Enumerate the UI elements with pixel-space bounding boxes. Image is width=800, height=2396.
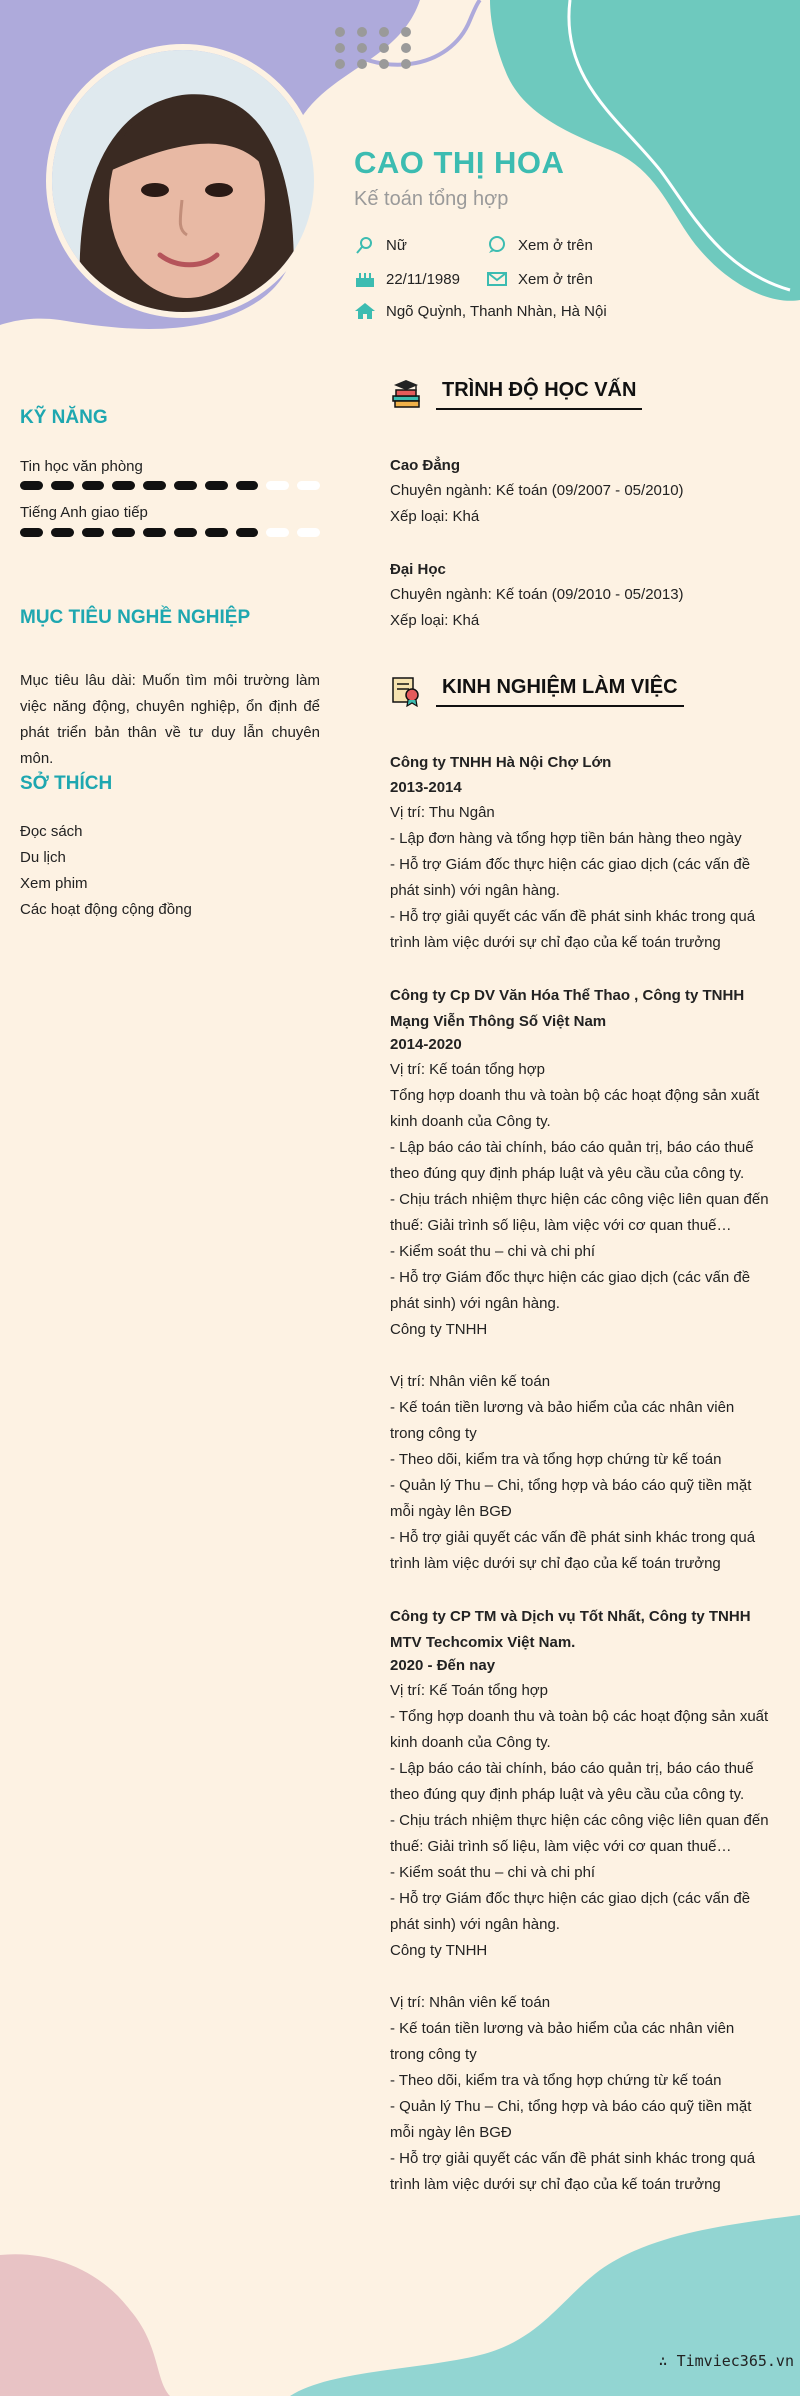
logo-dots-icon: ∴ xyxy=(658,2352,677,2370)
watermark xyxy=(659,2352,794,2370)
experience-heading: KINH NGHIỆM LÀM VIỆC xyxy=(436,676,684,707)
gender-value: Nữ xyxy=(386,236,407,254)
hobby-item: Các hoạt động cộng đồng xyxy=(20,901,192,918)
avatar-photo xyxy=(52,50,314,312)
skills-heading: KỸ NĂNG xyxy=(20,407,108,428)
gender-icon xyxy=(354,236,376,254)
briefcase-certificate-icon xyxy=(390,675,422,707)
skill-level-segment xyxy=(143,528,166,537)
skill-label: Tiếng Anh giao tiếp xyxy=(20,504,148,521)
phone-icon xyxy=(486,236,508,254)
experience-section-header xyxy=(390,675,684,707)
skill-level-segment xyxy=(297,481,320,490)
phone-row xyxy=(486,236,593,254)
job-details: Vị trí: Kế toán tổng hợp Tổng hợp doanh thu và toàn bộ các hoạt động sản xuất kinh doanh của Công ty. - Lập báo cáo tài chính, báo cáo quản trị, báo cáo thuế theo đúng quy định pháp luật và yêu cầu của công ty. - Chịu trách nhiệm thực hiện các công việc liên quan đến thuế: Giải trình số liệu, làm việc với cơ quan thuế… - Kiểm soát thu – chi và chi phí - Hỗ trợ Giám đốc thực hiện các giao dịch (các vấn đề phát sinh) với ngân hàng. Công ty TNHH Vị trí: Nhân viên kế toán - Kế toán tiền lương và bảo hiểm của các nhân viên trong công ty - Theo dõi, kiểm tra và tổng hợp chứng từ kế toán - Quản lý Thu – Chi, tổng hợp và báo cáo quỹ tiền mặt mỗi ngày lên BGĐ - Hỗ trợ giải quyết các vấn đề phát sinh khác trong quá trình làm việc dưới sự chỉ đạo của kế toán trưởng xyxy=(390,1061,769,1572)
address-row xyxy=(354,302,607,320)
job-company: Công ty Cp DV Văn Hóa Thể Thao , Công ty TNHH Mạng Viễn Thông Số Việt Nam xyxy=(390,987,745,1030)
education-grade: Xếp loại: Khá xyxy=(390,612,480,629)
skill-level-segment xyxy=(266,481,289,490)
skill-level-segment xyxy=(82,481,105,490)
education-school: Cao Đẳng xyxy=(390,457,461,474)
hobby-item: Xem phim xyxy=(20,875,88,892)
skill-level-segment xyxy=(236,481,259,490)
email-value[interactable]: Xem ở trên xyxy=(518,270,593,288)
skill-level-segment xyxy=(174,528,197,537)
job-details: Vị trí: Kế Toán tổng hợp - Tổng hợp doanh thu và toàn bộ các hoạt động sản xuất kinh doanh của Công ty. - Lập báo cáo tài chính, báo cáo quản trị, báo cáo thuế theo đúng quy định pháp luật và yêu cầu của công ty. - Chịu trách nhiệm thực hiện các công việc liên quan đến thuế: Giải trình số liệu, làm việc với cơ quan thuế… - Kiểm soát thu – chi và chi phí - Hỗ trợ Giám đốc thực hiện các giao dịch (các vấn đề phát sinh) với ngân hàng. Công ty TNHH Vị trí: Nhân viên kế toán - Kế toán tiền lương và bảo hiểm của các nhân viên trong công ty - Theo dõi, kiểm tra và tổng hợp chứng từ kế toán - Quản lý Thu – Chi, tổng hợp và báo cáo quỹ tiền mặt mỗi ngày lên BGĐ - Hỗ trợ giải quyết các vấn đề phát sinh khác trong quá trình làm việc dưới sự chỉ đạo của kế toán trưởng xyxy=(390,1682,769,2193)
skill-level-segment xyxy=(51,481,74,490)
job-period: 2014-2020 xyxy=(390,1036,462,1053)
skill-level-segment xyxy=(112,528,135,537)
skill-level-segment xyxy=(297,528,320,537)
graduation-books-icon xyxy=(390,378,422,410)
birthdate-row xyxy=(354,270,460,288)
objective-text: Mục tiêu lâu dài: Muốn tìm môi trường làm việc năng động, chuyên nghiệp, ổn định để phát triển bản thân về tư duy lẫn chuyên môn. xyxy=(20,672,320,767)
education-school: Đại Học xyxy=(390,561,446,578)
job-company: Công ty CP TM và Dịch vụ Tốt Nhất, Công ty TNHH MTV Techcomix Việt Nam. xyxy=(390,1608,751,1651)
skill-level-segment xyxy=(20,481,43,490)
watermark-text: Timviec365.vn xyxy=(676,2352,794,2370)
home-icon xyxy=(354,302,376,320)
skill-level-segment xyxy=(174,481,197,490)
skill-level-segment xyxy=(205,528,228,537)
phone-value[interactable]: Xem ở trên xyxy=(518,236,593,254)
avatar xyxy=(52,50,314,312)
skill-level-segment xyxy=(143,481,166,490)
skill-level-segment xyxy=(236,528,259,537)
skill-level-segment xyxy=(82,528,105,537)
skill-level-segment xyxy=(205,481,228,490)
skill-level-bar xyxy=(20,528,320,538)
job-title: Kế toán tổng hợp xyxy=(354,188,509,210)
address-value: Ngõ Quỳnh, Thanh Nhàn, Hà Nội xyxy=(386,302,607,320)
hobby-item: Du lịch xyxy=(20,849,66,866)
job-period: 2020 - Đến nay xyxy=(390,1657,496,1674)
education-heading: TRÌNH ĐỘ HỌC VẤN xyxy=(436,379,642,410)
education-grade: Xếp loại: Khá xyxy=(390,508,480,525)
skill-level-segment xyxy=(51,528,74,537)
email-icon xyxy=(486,270,508,288)
skill-level-segment xyxy=(112,481,135,490)
skill-label: Tin học văn phòng xyxy=(20,458,143,475)
hobbies-heading: SỞ THÍCH xyxy=(20,773,113,794)
education-major: Chuyên ngành: Kế toán (09/2010 - 05/2013) xyxy=(390,586,684,603)
email-row xyxy=(486,270,593,288)
birthdate-value: 22/11/1989 xyxy=(386,270,460,288)
hobby-item: Đọc sách xyxy=(20,823,83,840)
education-section-header xyxy=(390,378,642,410)
job-details: Vị trí: Thu Ngân - Lập đơn hàng và tổng hợp tiền bán hàng theo ngày - Hỗ trợ Giám đốc thực hiện các giao dịch (các vấn đề phát sinh) với ngân hàng. - Hỗ trợ giải quyết các vấn đề phát sinh khác trong quá trình làm việc dưới sự chỉ đạo của kế toán trưởng xyxy=(390,804,756,951)
education-major: Chuyên ngành: Kế toán (09/2007 - 05/2010) xyxy=(390,482,684,499)
skill-level-segment xyxy=(266,528,289,537)
job-period: 2013-2014 xyxy=(390,779,462,796)
skill-level-bar xyxy=(20,481,320,491)
candidate-name: CAO THỊ HOA xyxy=(354,145,565,180)
objective-heading: MỤC TIÊU NGHỀ NGHIỆP xyxy=(20,607,251,628)
job-company: Công ty TNHH Hà Nội Chợ Lớn xyxy=(390,754,612,771)
skill-level-segment xyxy=(20,528,43,537)
gender-row xyxy=(354,236,407,254)
birthday-cake-icon xyxy=(354,270,376,288)
